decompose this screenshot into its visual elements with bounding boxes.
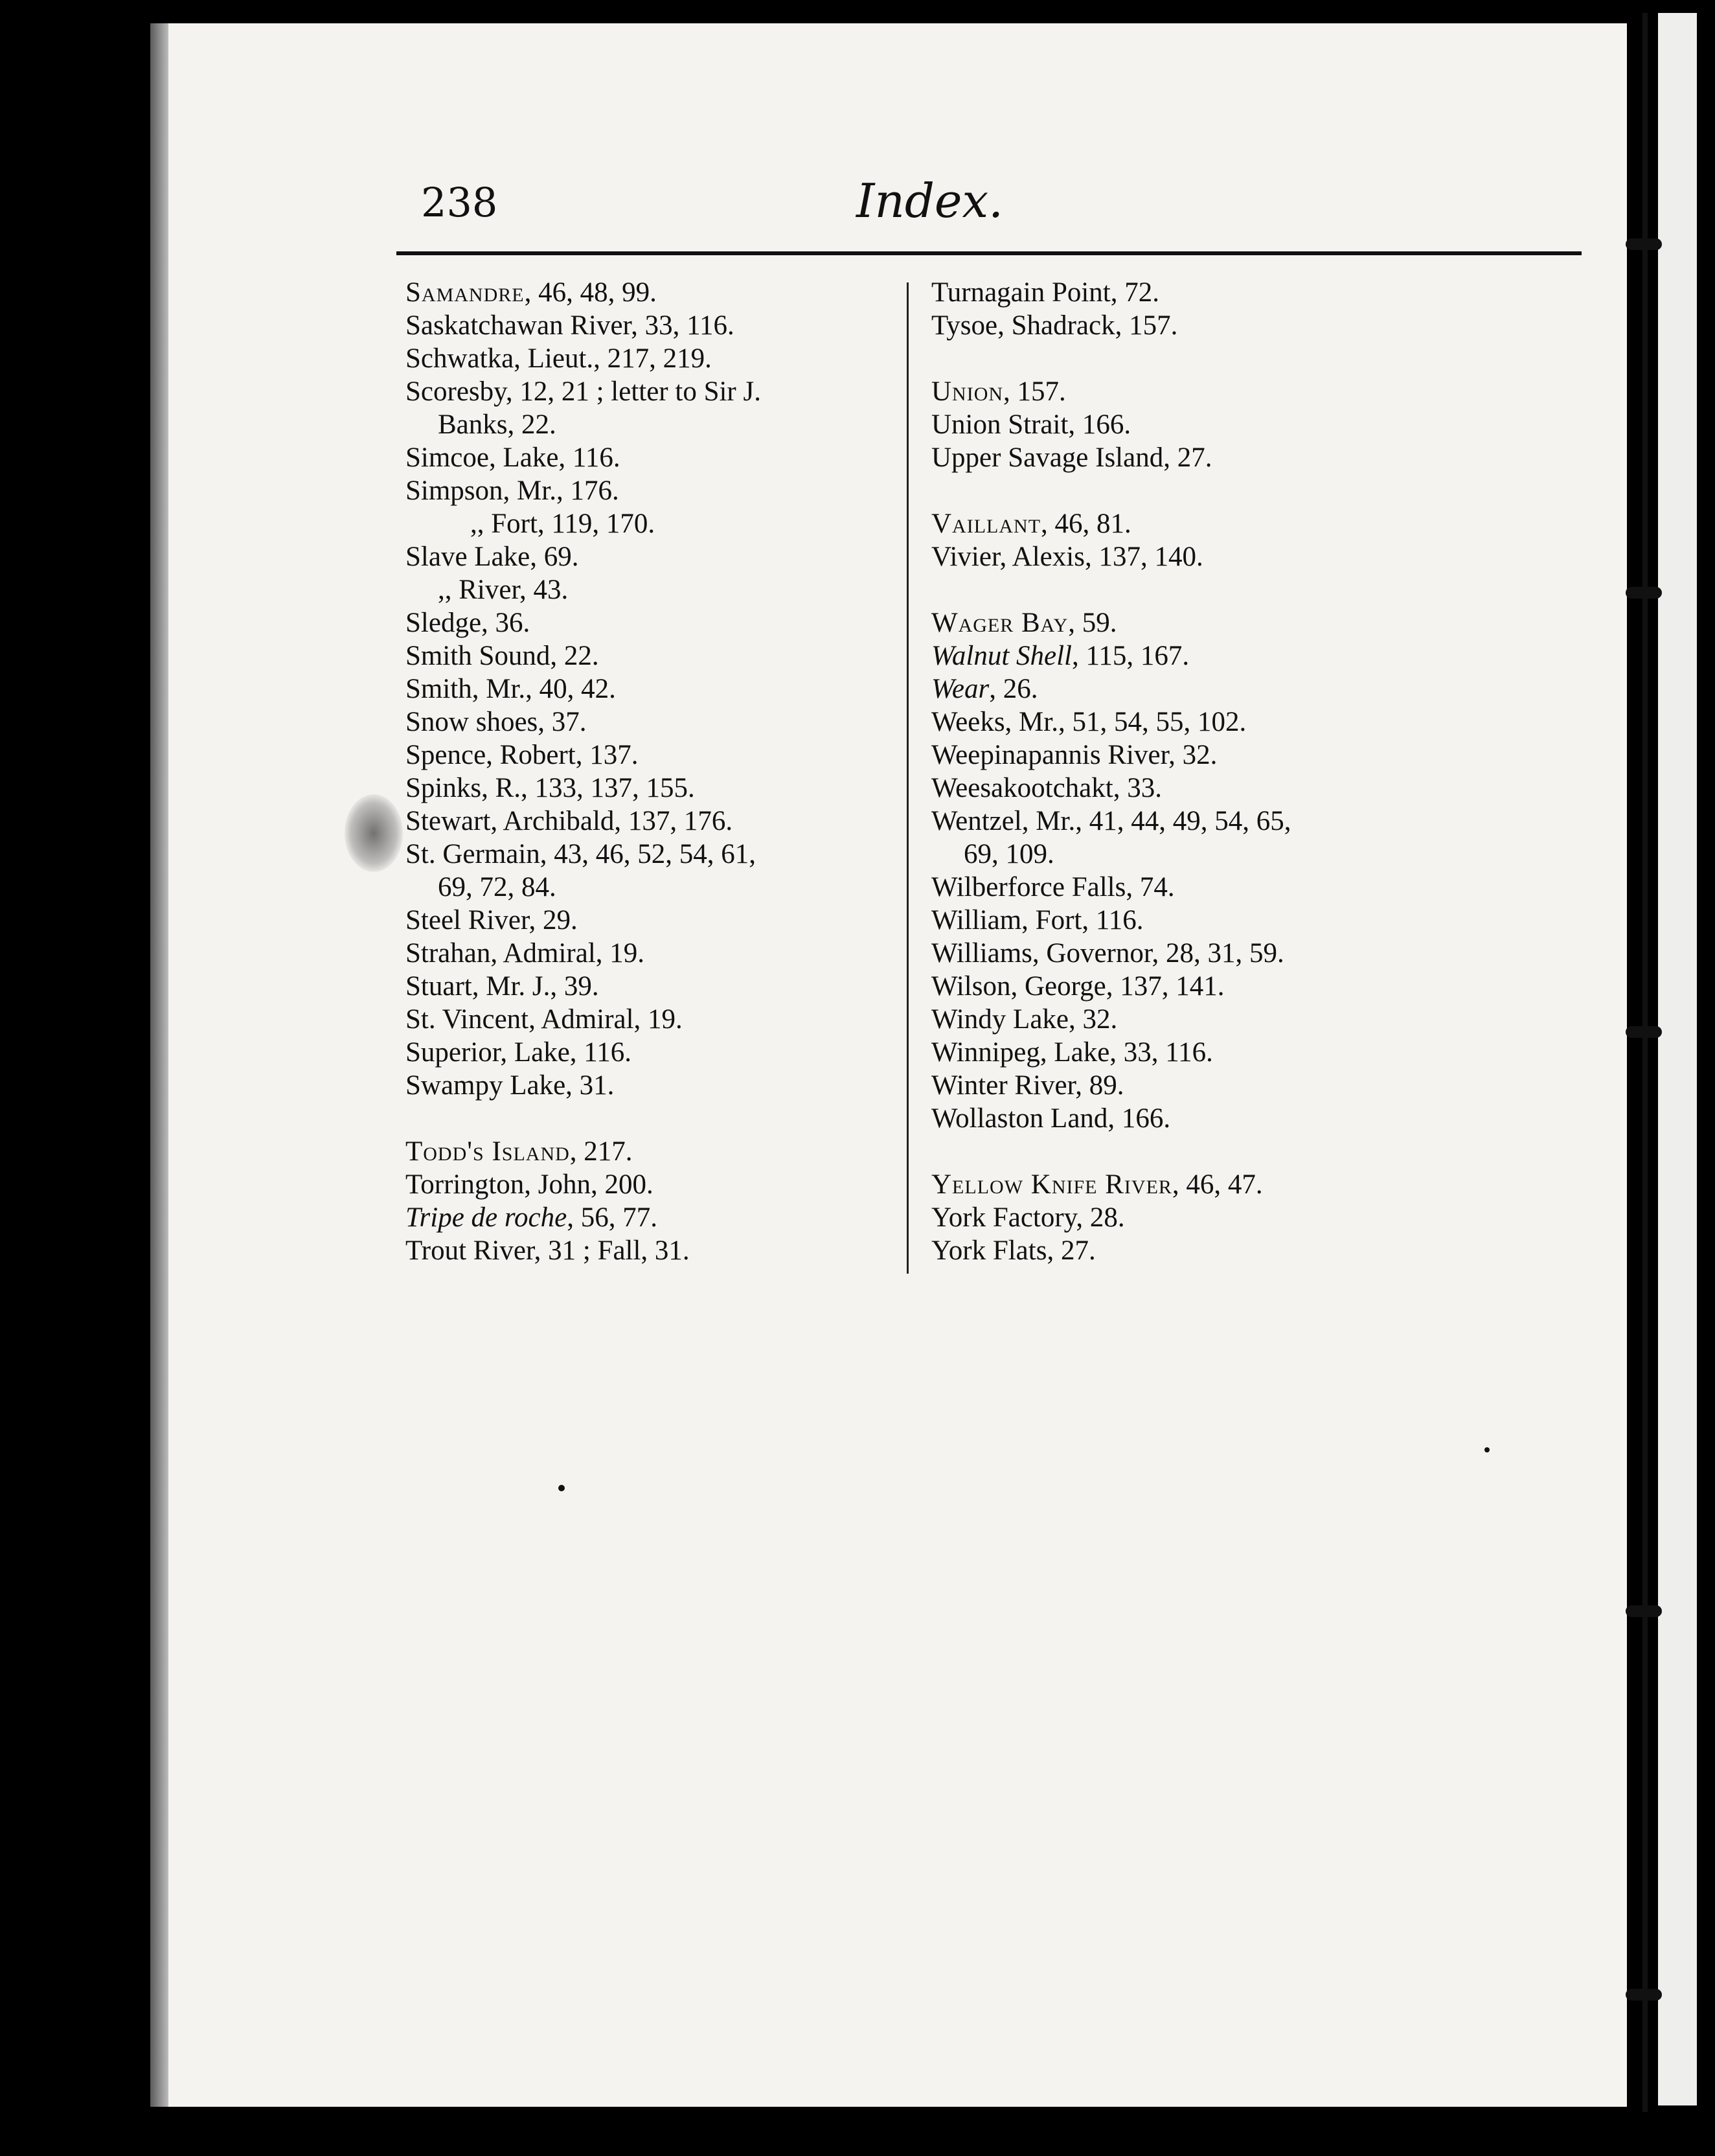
index-entry-text: Saskatchawan River, 33, 116. [405,310,734,341]
index-entry-text: Strahan, Admiral, 19. [405,938,645,969]
index-entry-text: Union [931,376,1004,407]
binding-thread [1626,1605,1662,1617]
index-entry-text: Schwatka, Lieut., 217, 219. [405,343,712,374]
index-entry-text: , 56, 77. [567,1202,657,1233]
index-entry-text: Tripe de roche [405,1202,567,1233]
index-entry-text: Wager Bay [931,608,1069,638]
index-entry [931,1036,1579,1069]
index-entry [931,904,1579,937]
index-entry [931,276,1579,309]
section-gap [931,1135,1579,1168]
index-entry-text: St. Vincent, Admiral, 19. [405,1004,683,1035]
index-entry-text: Winnipeg, Lake, 33, 116. [931,1037,1213,1068]
index-entry-text: , 46, 47. [1172,1169,1263,1200]
index-entry [931,507,1579,540]
index-entry-text: St. Germain, 43, 46, 52, 54, 61, [405,839,756,869]
index-entry-continuation [931,838,1579,871]
index-entry [931,441,1579,474]
index-entry-text: 69, 72, 84. [438,872,556,902]
index-entry-text: Wear [931,674,990,704]
book-page [150,23,1640,2107]
index-entry-text: Winter River, 89. [931,1070,1124,1101]
index-entry-text: Banks, 22. [438,409,556,440]
index-entry-text: York Factory, 28. [931,1202,1125,1233]
paper-speck [558,1485,565,1491]
index-entry [931,639,1579,672]
page-header [150,23,1640,282]
index-entry-text: Superior, Lake, 116. [405,1037,631,1068]
next-page-edge [1658,13,1697,2105]
index-entry-text: Simpson, Mr., 176. [405,476,619,506]
index-entry [931,805,1579,838]
index-entry [931,375,1579,408]
index-entry-text: Stewart, Archibald, 137, 176. [405,806,733,836]
binding-spine [1642,13,1648,2112]
index-entry-text: York Flats, 27. [931,1235,1096,1266]
section-gap [931,573,1579,606]
index-entry-text: Spence, Robert, 137. [405,740,639,770]
index-entry-text: Wentzel, Mr., 41, 44, 49, 54, 65, [931,806,1291,836]
index-entry [931,739,1579,772]
index-entry [931,309,1579,342]
index-entry-text: Stuart, Mr. J., 39. [405,971,599,1002]
index-entry-text: ,, River, 43. [438,575,569,605]
index-entry [931,1201,1579,1234]
index-entry-text: Wilberforce Falls, 74. [931,872,1175,902]
index-entry-text: 69, 109. [964,839,1054,869]
index-entry [931,1069,1579,1102]
index-entry-text: Weesakootchakt, 33. [931,773,1162,803]
index-entry [931,1102,1579,1135]
index-entry-text: Vaillant [931,509,1041,539]
index-entry-text: Samandre [405,277,525,308]
index-entry-text: Williams, Governor, 28, 31, 59. [931,938,1284,969]
index-entry-text: Weepinapannis River, 32. [931,740,1218,770]
column-divider [907,282,909,1274]
index-entry [931,1234,1579,1267]
index-entry-text: Steel River, 29. [405,905,578,935]
index-entry-text: Wilson, George, 137, 141. [931,971,1225,1002]
index-entry-text: , 46, 48, 99. [524,277,657,308]
binding-thread [1626,1989,1662,2001]
index-entry-text: Tysoe, Shadrack, 157. [931,310,1178,341]
section-gap [931,342,1579,375]
index-column-right [931,276,1579,1267]
index-entry-text: Smith, Mr., 40, 42. [405,674,616,704]
ink-smudge [345,794,403,872]
index-entry-text: Windy Lake, 32. [931,1004,1118,1035]
index-entry-text: Simcoe, Lake, 116. [405,442,620,473]
index-entry-text: Torrington, John, 200. [405,1169,653,1200]
section-gap [931,474,1579,507]
index-entry-text: Upper Savage Island, 27. [931,442,1212,473]
running-title: Index. [856,174,1004,228]
index-entry [931,606,1579,639]
index-entry-text: , 217. [569,1136,633,1167]
index-entry-text: , 46, 81. [1041,509,1131,539]
index-entry-text: Yellow Knife River [931,1169,1172,1200]
index-entry-text: Spinks, R., 133, 137, 155. [405,773,695,803]
index-entry-text: Sledge, 36. [405,608,530,638]
index-entry-text: Swampy Lake, 31. [405,1070,615,1101]
index-entry-text: Walnut Shell [931,641,1072,671]
index-entry-text: , 157. [1003,376,1066,407]
index-entry [931,540,1579,573]
index-entry [931,1168,1579,1201]
index-entry [931,937,1579,970]
index-entry-text: ,, Fort, 119, 170. [470,509,655,539]
binding-thread [1626,587,1662,599]
binding-thread [1626,238,1662,250]
index-entry-text: Todd's Island [405,1136,570,1167]
page-number: 238 [421,179,498,226]
index-entry-text: Smith Sound, 22. [405,641,599,671]
index-entry [931,1003,1579,1036]
index-entry-text: Trout River, 31 ; Fall, 31. [405,1235,690,1266]
index-entry-text: , 59. [1068,608,1117,638]
index-entry-text: Turnagain Point, 72. [931,277,1159,308]
index-entry [931,772,1579,805]
index-entry-text: Union Strait, 166. [931,409,1131,440]
index-entry [931,970,1579,1003]
index-entry-text: Weeks, Mr., 51, 54, 55, 102. [931,707,1247,737]
index-entry-text: Wollaston Land, 166. [931,1103,1171,1134]
index-entry [931,705,1579,739]
binding-thread [1626,1026,1662,1038]
index-entry-text: Scoresby, 12, 21 ; letter to Sir J. [405,376,761,407]
header-rule [396,251,1582,255]
index-entry [931,871,1579,904]
index-entry [931,672,1579,705]
index-entry-text: Snow shoes, 37. [405,707,587,737]
index-entry-text: , 26. [989,674,1038,704]
page-edge-shadow [150,23,168,2107]
index-entry [931,408,1579,441]
index-entry-text: , 115, 167. [1072,641,1190,671]
index-entry-text: Slave Lake, 69. [405,542,579,572]
index-entry-text: Vivier, Alexis, 137, 140. [931,542,1203,572]
index-entry-text: William, Fort, 116. [931,905,1144,935]
paper-speck [1484,1447,1490,1452]
